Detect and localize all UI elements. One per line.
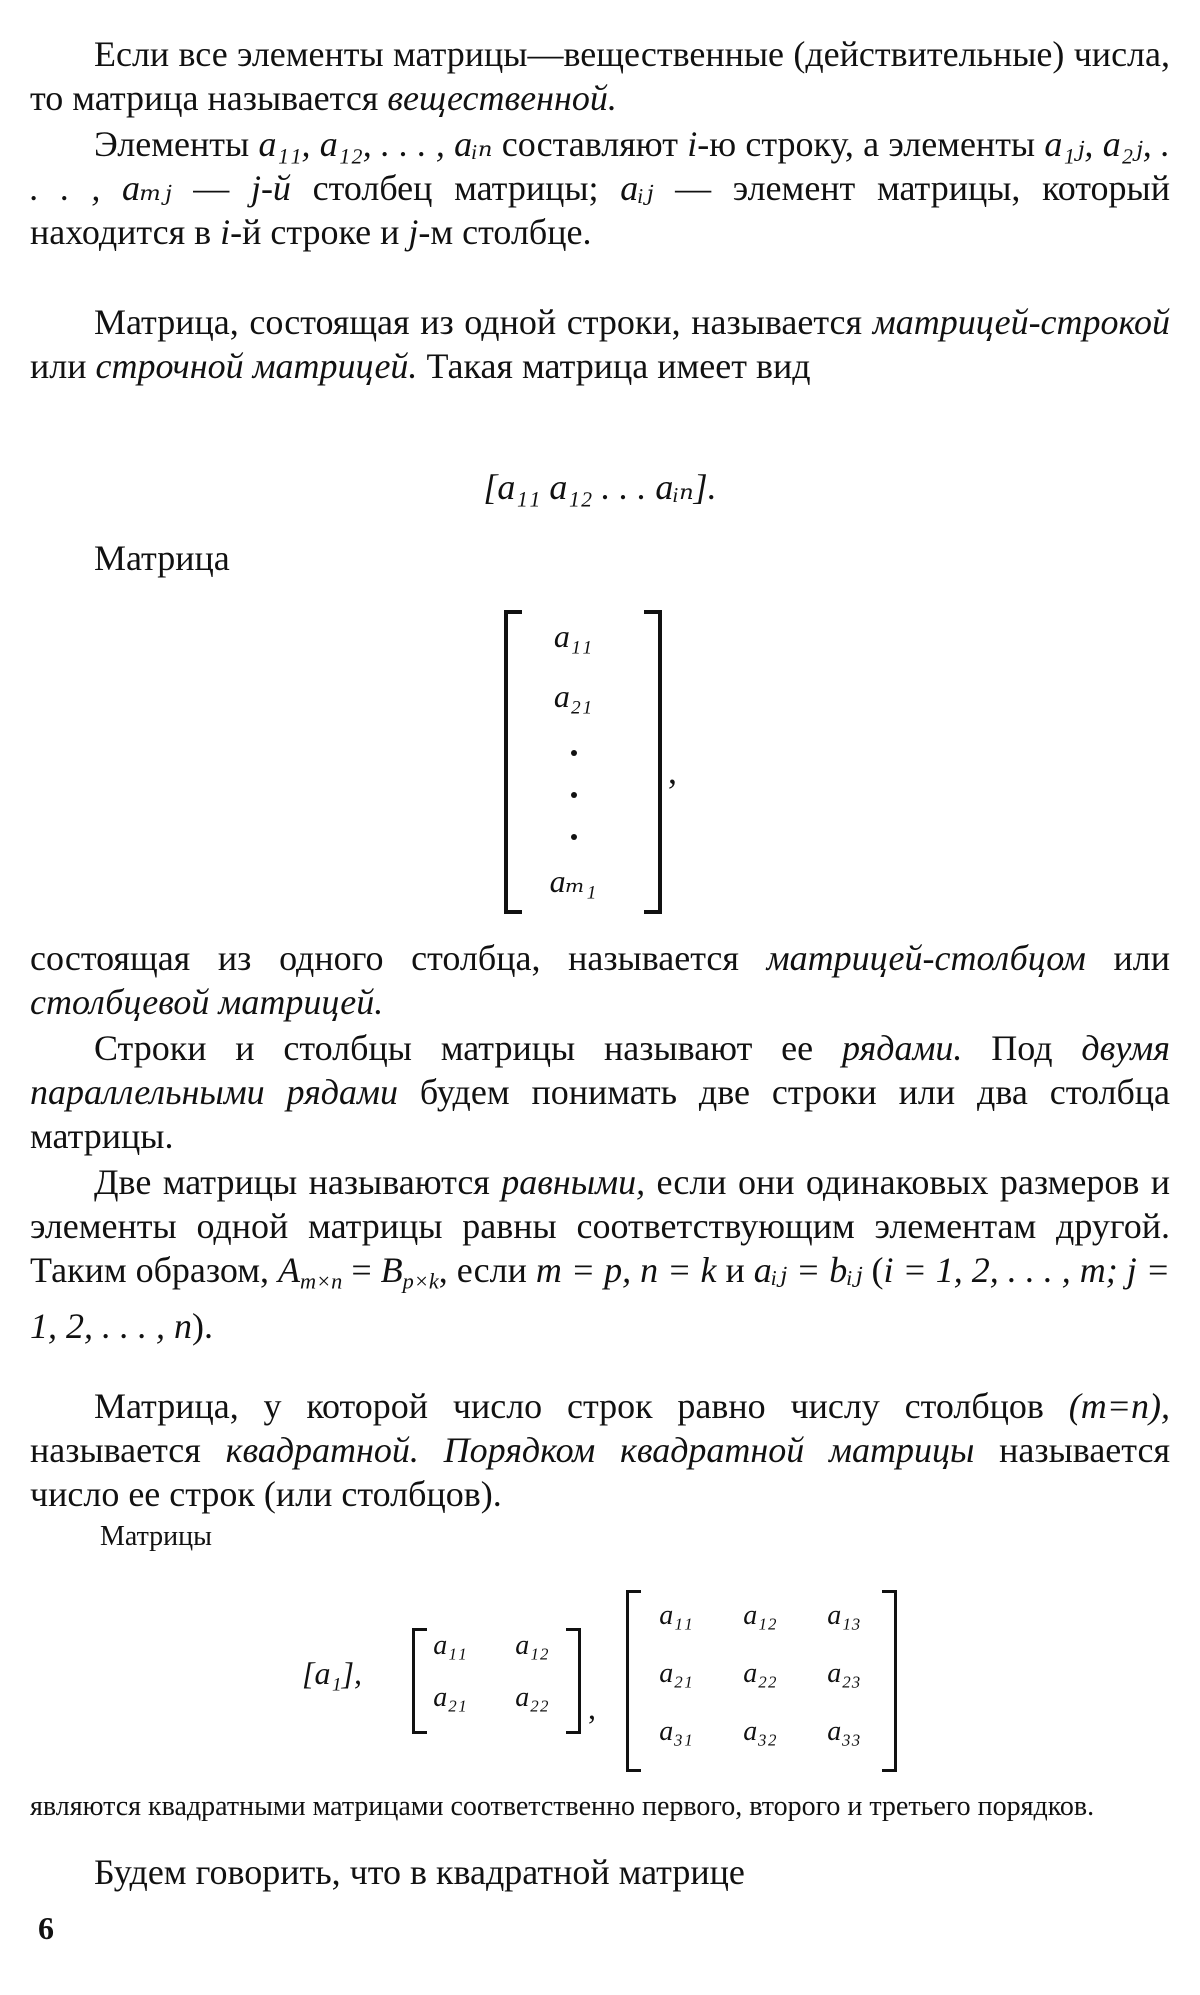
paragraph-equal-matrices: Две матрицы называются равными, если они одинаковых размеров и элементы одной матрицы равны соответствующим элементам другой. Таким образом, $A_{m\times n} = B_{p\times k}$, если m = p, n = k и aᵢⱼ = bᵢⱼ (i = 1, 2, . . . , m; j = 1, 2, . . . , n). bbox=[30, 1162, 1171, 1346]
matrix-3x3-cell: a₂₁ bbox=[659, 1658, 693, 1689]
matrix-3x3-cell: a₃₃ bbox=[827, 1716, 861, 1747]
matrix-3x3-cell: a₃₁ bbox=[659, 1716, 693, 1747]
paragraph-square-matrix: Матрица, у которой число строк равно числу столбцов (m=n), называется квадратной. Порядком квадратной матрицы называется число ее строк (или столбцов). bbox=[30, 1386, 1170, 1514]
matrix-3x3-cell: a₃₂ bbox=[743, 1716, 777, 1747]
paragraph-column-matrix: состоящая из одного столбца, называется матрицей-столбцом или столбцевой матрицей. bbox=[30, 938, 1170, 1022]
matrix-2x2-cell: a₂₂ bbox=[515, 1682, 549, 1713]
column-matrix-comma: , bbox=[668, 751, 677, 791]
page-number: 6 bbox=[38, 1910, 54, 1946]
row-matrix-formula: [a₁₁ a₁₂ . . . aᵢₙ]. bbox=[483, 467, 717, 507]
matrix-3x3-cell: a₂₃ bbox=[827, 1658, 861, 1689]
paragraph-series: Строки и столбцы матрицы называют ее рядами. Под двумя параллельными рядами будем понимать две строки или два столбца матрицы. bbox=[30, 1028, 1171, 1156]
column-matrix-am1: aₘ₁ bbox=[549, 863, 597, 899]
paragraph-row-matrix: Матрица, состоящая из одной строки, называется матрицей-строкой или строчной матрицей. Такая матрица имеет вид bbox=[30, 302, 1170, 386]
matrix-2x2-comma: , bbox=[588, 1690, 596, 1726]
paragraph-real-matrix: Если все элементы матрицы—вещественные (действительные) числа, то матрица называется вещественной. bbox=[30, 34, 1170, 118]
matrix-1x1: [a₁], bbox=[302, 1655, 363, 1691]
paragraph-continuation: Будем говорить, что в квадратной матрице bbox=[94, 1852, 745, 1892]
column-matrix-a11: a₁₁ bbox=[553, 618, 593, 654]
paragraph-square-orders: являются квадратными матрицами соответственно первого, второго и третьего порядков. bbox=[30, 1791, 1095, 1822]
column-matrix-left-bracket bbox=[504, 610, 522, 914]
matrix-word: Матрица bbox=[94, 538, 230, 578]
matrix-2x2-cell: a₁₁ bbox=[433, 1630, 467, 1661]
column-matrix-a21: a₂₁ bbox=[553, 678, 593, 714]
matrix-3x3-cell: a₁₁ bbox=[659, 1600, 693, 1631]
matrices-label: Матрицы bbox=[100, 1521, 212, 1552]
matrix-3x3-cell: a₁₃ bbox=[827, 1600, 861, 1631]
paragraph-rows-columns: Элементы a₁₁, a₁₂, . . . , aᵢₙ составляют i-ю строку, а элементы a₁ⱼ, a₂ⱼ, . . . , aₘⱼ — j-й столбец матрицы; aᵢⱼ — элемент матрицы, который находится в i-й строке и j-м столбце. bbox=[30, 124, 1170, 252]
matrix-2x2-cell: a₁₂ bbox=[515, 1630, 549, 1661]
matrix-3x3-right-bracket bbox=[882, 1590, 897, 1772]
column-matrix-dot bbox=[571, 792, 577, 798]
matrix-2x2-cell: a₂₁ bbox=[433, 1682, 467, 1713]
column-matrix-dot bbox=[571, 750, 577, 756]
column-matrix-right-bracket bbox=[644, 610, 662, 914]
column-matrix-dot bbox=[571, 834, 577, 840]
matrix-3x3-cell: a₁₂ bbox=[743, 1600, 777, 1631]
matrix-3x3-cell: a₂₂ bbox=[743, 1658, 777, 1689]
